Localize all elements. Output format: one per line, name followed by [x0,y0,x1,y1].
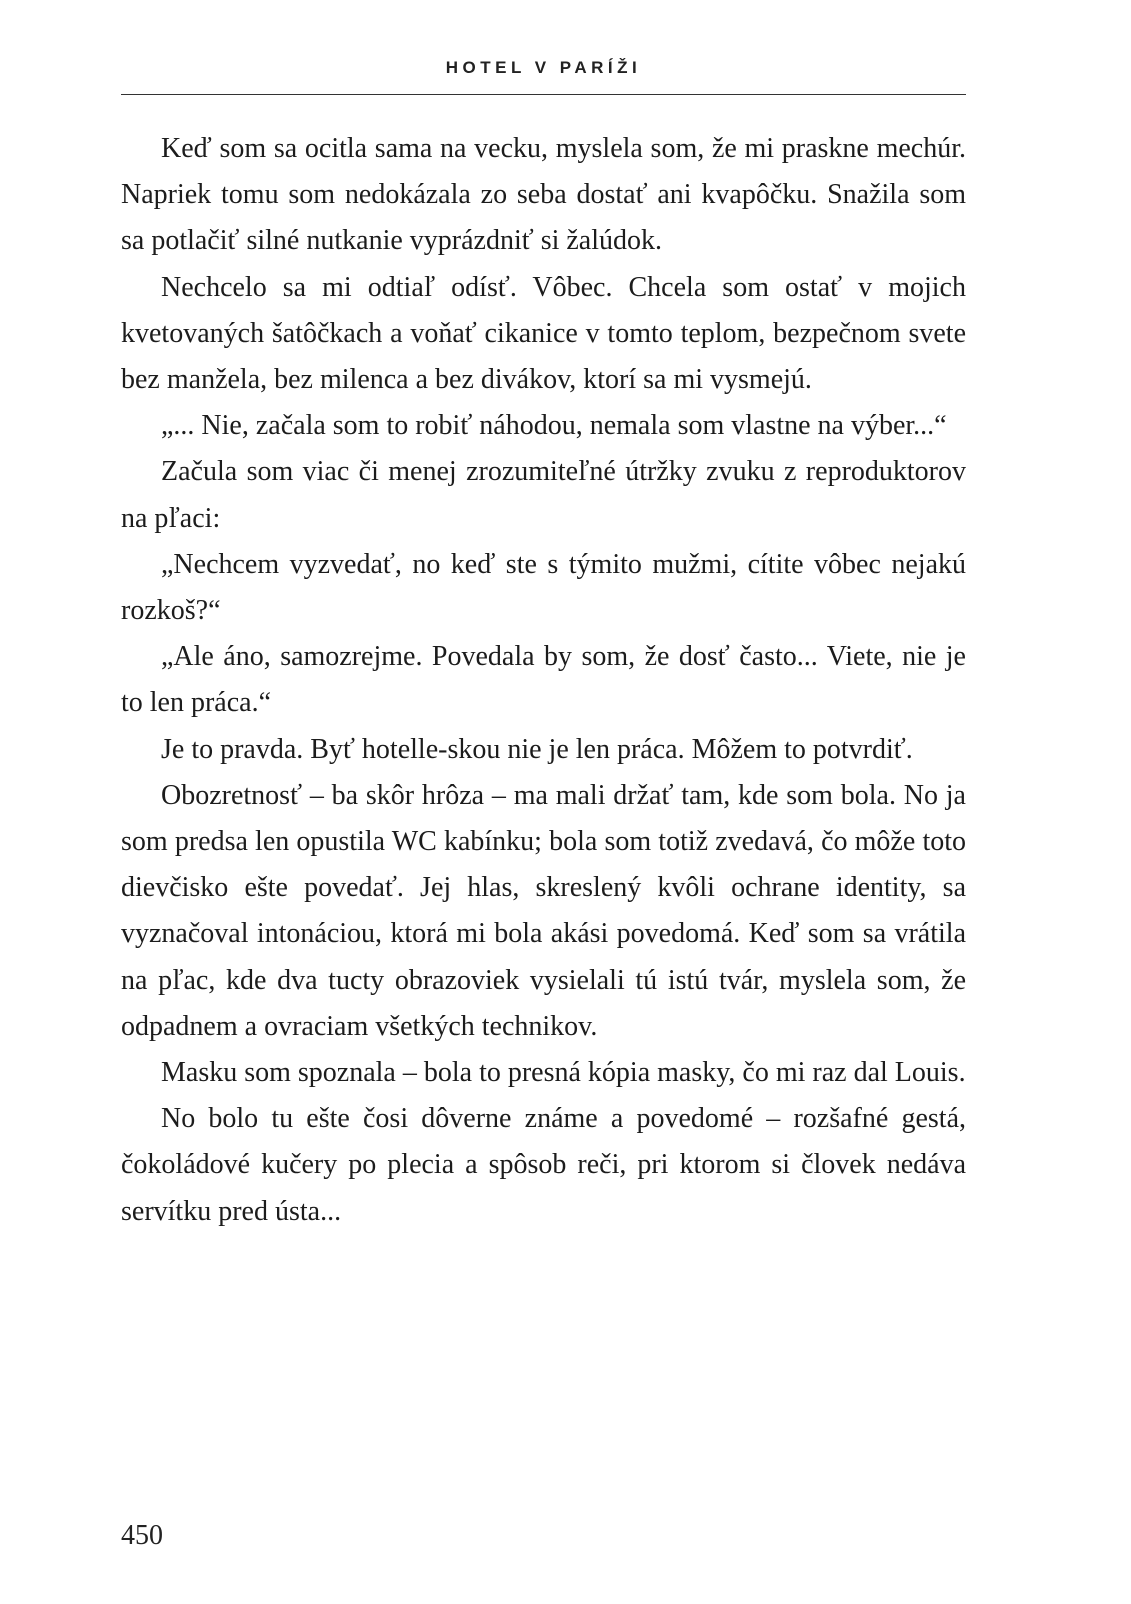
paragraph: Nechcelo sa mi odtiaľ odísť. Vôbec. Chcela som ostať v mojich kvetovaných šatôčkach a voňať cikanice v tomto teplom, bezpečnom svete bez manžela, bez milenca a bez divákov, ktorí sa mi vysmejú. [121,271,966,396]
paragraph: Začula som viac či menej zrozumiteľné útržky zvuku z reproduktorov na pľaci: [121,456,966,534]
paragraph: Obozretnosť – ba skôr hrôza – ma mali držať tam, kde som bola. No ja som predsa len opustila WC kabínku; bola som totiž zvedavá, čo môže toto dievčisko ešte povedať. Jej hlas, skreslený kvôli ochrane identity, sa vyznačoval intonáciou, ktorá mi bola akási povedomá. Keď som sa vrátila na pľac, kde dva tucty obrazoviek vysielali tú istú tvár, myslela som, že odpadnem a ovraciam všetkých technikov. [121,779,966,1042]
page-number: 450 [121,1520,163,1551]
paragraph: Je to pravda. Byť hotelle-skou nie je len práca. Môžem to potvrdiť. [161,733,913,765]
paragraph: Masku som spoznala – bola to presná kópia masky, čo mi raz dal Louis. [161,1057,966,1089]
paragraph: „... Nie, začala som to robiť náhodou, nemala som vlastne na výber...“ [161,410,947,442]
page-body [121,126,966,1235]
paragraph: „Ale áno, samozrejme. Povedala by som, že dosť často... Viete, nie je to len práca.“ [121,641,966,719]
paragraph: „Nechcem vyzvedať, no keď ste s týmito mužmi, cítite vôbec nejakú rozkoš?“ [121,548,966,627]
paragraph: Keď som sa ocitla sama na vecku, myslela som, že mi praskne mechúr. Napriek tomu som nedokázala zo seba dostať ani kvapôčku. Snažila som sa potlačiť silné nutkanie vyprázdniť si žalúdok. [121,133,966,257]
header-divider [121,94,966,95]
running-header-title: HOTEL V PARÍŽI [445,58,642,77]
paragraph: No bolo tu ešte čosi dôverne známe a povedomé – rozšafné gestá, čokoládové kučery po plecia a spôsob reči, pri ktorom si človek nedáva servítku pred ústa... [121,1103,966,1227]
